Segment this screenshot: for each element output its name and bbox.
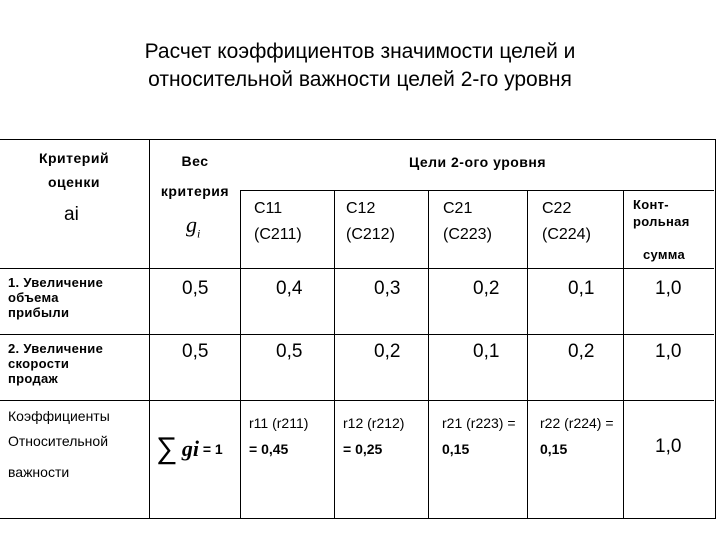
row2-label-line-3: продаж <box>8 371 59 386</box>
column-c11-top: C11 <box>254 200 283 217</box>
header-weight-line-2: критерия <box>160 183 230 199</box>
header-criterion-line-2: оценки <box>47 174 100 190</box>
grid-line <box>0 268 714 269</box>
control-sum-line-2: рольная <box>633 214 690 229</box>
header-criterion-line-1: Критерий <box>38 150 110 166</box>
column-c11-bottom: (C211) <box>254 226 302 243</box>
coefficient-r12-value: = 0,25 <box>343 441 383 457</box>
header-criterion-symbol: ai <box>64 204 79 225</box>
grid-line <box>0 400 714 401</box>
column-c22-bottom: (C224) <box>542 226 591 243</box>
column-c12-bottom: (C212) <box>346 226 395 243</box>
row2-label-line-2: скорости <box>8 356 70 371</box>
sum-equals: = 1 <box>198 441 223 457</box>
row2-value-c11: 0,5 <box>276 341 303 362</box>
header-column-c12 <box>346 196 395 248</box>
control-sum-line-1: Конт- <box>633 197 669 212</box>
coefficients-label-line-1: Коэффициенты <box>8 408 110 424</box>
column-c21-top: C21 <box>443 200 473 217</box>
grid-line <box>240 190 714 191</box>
row1-value-c21: 0,2 <box>473 278 500 299</box>
weight-sum-formula <box>156 432 223 466</box>
grid-line <box>334 190 335 518</box>
title-line-1: Расчет коэффициентов значимости целей и <box>144 40 576 63</box>
row2-sum: 1,0 <box>655 341 682 362</box>
row1-value-c11: 0,4 <box>276 278 303 299</box>
row1-weight: 0,5 <box>182 278 209 299</box>
row2-label-line-1: 2. Увеличение <box>8 341 104 356</box>
header-weight <box>152 146 238 206</box>
table-row-label <box>8 341 103 386</box>
table-row-label <box>8 275 103 320</box>
grid-line <box>240 190 241 518</box>
coefficient-r22-value: 0,15 <box>540 441 568 457</box>
column-c21-bottom: (C223) <box>443 226 492 243</box>
header-goals: Цели 2-ого уровня <box>408 154 547 170</box>
header-weight-line-1: Вес <box>181 153 209 169</box>
row1-value-c22: 0,1 <box>568 278 595 299</box>
coefficient-r21-value: 0,15 <box>442 441 470 457</box>
page-title <box>0 38 720 94</box>
grid-line <box>623 190 624 518</box>
control-sum-line-3: сумма <box>643 247 686 262</box>
header-weight-symbol <box>186 212 200 241</box>
row1-value-c12: 0,3 <box>374 278 401 299</box>
column-c12-top: C12 <box>346 200 376 217</box>
row2-weight: 0,5 <box>182 341 209 362</box>
coefficient-r12 <box>343 410 404 462</box>
row2-value-c22: 0,2 <box>568 341 595 362</box>
coefficient-r21-expr: r21 (r223) = <box>442 415 516 431</box>
coefficients-label <box>8 404 110 485</box>
header-control-sum <box>633 196 690 230</box>
coefficient-r11-expr: r11 (r211) <box>249 415 309 431</box>
coefficients-sum: 1,0 <box>655 436 682 457</box>
row1-label-line-3: прибыли <box>8 305 70 320</box>
header-column-c21 <box>443 196 492 248</box>
row1-label-line-2: объема <box>8 290 59 305</box>
header-column-c11 <box>254 196 302 248</box>
column-c22-top: C22 <box>542 200 572 217</box>
grid-line <box>428 190 429 518</box>
coefficients-label-line-2: Относительной <box>8 433 109 449</box>
weight-symbol-g: g <box>186 212 197 237</box>
header-criterion <box>10 146 138 194</box>
coefficient-r11 <box>249 410 308 462</box>
sum-icon: ∑ <box>156 432 178 465</box>
coefficient-r22-expr: r22 (r224) = <box>540 415 614 431</box>
sum-variable: gi <box>181 436 199 461</box>
header-column-c22 <box>542 196 591 248</box>
coefficient-r22 <box>540 410 614 462</box>
row2-value-c12: 0,2 <box>374 341 401 362</box>
row2-value-c21: 0,1 <box>473 341 500 362</box>
coefficient-r21 <box>442 410 516 462</box>
grid-line <box>0 334 714 335</box>
grid-line <box>527 190 528 518</box>
coefficient-r11-value: = 0,45 <box>249 441 289 457</box>
grid-line <box>149 140 150 518</box>
title-line-2: относительной важности целей 2-го уровня <box>148 68 572 91</box>
weight-symbol-sub: i <box>197 226 201 241</box>
coefficients-label-line-3: важности <box>8 464 70 480</box>
row1-label-line-1: 1. Увеличение <box>8 275 104 290</box>
row1-sum: 1,0 <box>655 278 682 299</box>
coefficient-r12-expr: r12 (r212) <box>343 415 405 431</box>
